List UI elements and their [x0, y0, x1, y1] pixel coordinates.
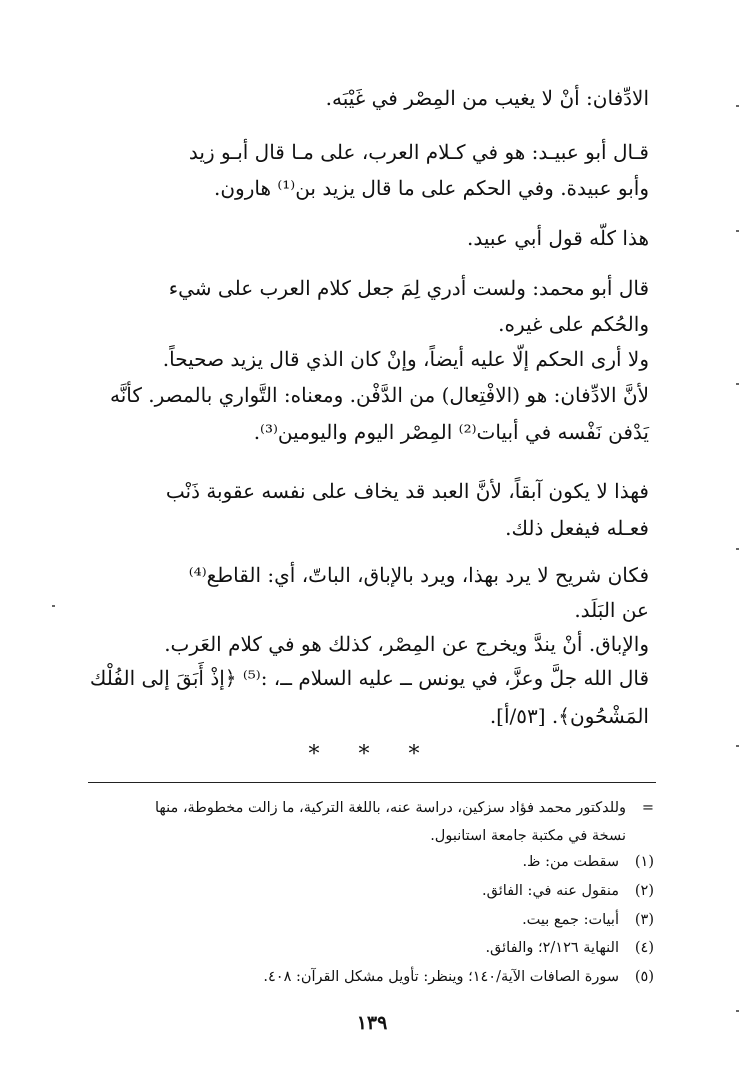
- section-separator: * * *: [308, 742, 436, 767]
- footnote-continuation-line: نسخة في مكتبة جامعة استانبول.: [430, 828, 626, 844]
- body-line: لأنَّ الادِّفان: هو (الافْتِعال) من الدَّفْن. ومعناه: التَّواري بالمصر. كأنَّه: [109, 383, 649, 407]
- body-line: الادِّفان: أنْ لا يغيب من المِصْر في غَيْبَه.: [325, 86, 649, 110]
- scan-speck: [736, 1010, 739, 1012]
- scan-speck: [736, 105, 739, 107]
- footnote-text: سقطت من: ظ.: [522, 854, 619, 870]
- body-line: قال الله جلَّ وعزَّ، في يونس ــ عليه السلام ــ، :⁽⁵⁾ ﴿إذْ أَبَقَ إلى الفُلْك: [89, 666, 649, 690]
- body-line: ولا أرى الحكم إلّا عليه أيضاً، وإنْ كان الذي قال يزيد صحيحاً.: [162, 347, 649, 371]
- body-line: هذا كلّه قول أبي عبيد.: [467, 226, 649, 250]
- scan-speck: [736, 383, 739, 385]
- body-line: المَشْحُون﴾. [٥٣/أ].: [489, 704, 649, 728]
- footnote-continuation-line: وللدكتور محمد فؤاد سزكين، دراسة عنه، باللغة التركية، ما زالت مخطوطة، منها: [155, 800, 626, 816]
- footnote-text: منقول عنه في: الفائق.: [482, 883, 619, 899]
- body-line: يَدْفن نَفْسه في أبيات⁽²⁾ المِصْر اليوم واليومين⁽³⁾.: [253, 420, 649, 444]
- body-line: والإباق. أنْ يندَّ ويخرج عن المِصْر، كذلك هو في كلام العَرب.: [164, 632, 649, 656]
- footnote-number: (٢): [634, 883, 654, 899]
- footnote-rule: [88, 782, 656, 783]
- body-line: والحُكم على غيره.: [498, 312, 649, 336]
- body-line: فكان شريح لا يرد بهذا، ويرد بالإباق، الباتّ، أي: القاطع⁽⁴⁾: [188, 563, 649, 587]
- body-line: قال أبو محمد: ولست أدري لِمَ جعل كلام العرب على شيء: [168, 276, 649, 300]
- body-line: عن البَلَد.: [574, 598, 649, 622]
- footnote-text: أبيات: جمع بيت.: [522, 912, 619, 928]
- footnote-text: النهاية ٢/١٢٦؛ والفائق.: [485, 940, 619, 956]
- scan-speck: [736, 230, 739, 232]
- footnote-number: (٤): [634, 940, 654, 956]
- scan-speck: [52, 605, 55, 607]
- body-line: وأبو عبيدة. وفي الحكم على ما قال يزيد بن⁽¹⁾ هارون.: [213, 176, 649, 200]
- page-number: ١٣٩: [356, 1012, 388, 1034]
- footnote-continuation-mark: =: [641, 800, 654, 816]
- footnote-number: (١): [634, 854, 654, 870]
- scan-speck: [736, 745, 739, 747]
- body-line: فعـله فيفعل ذلك.: [505, 516, 649, 540]
- footnote-text: سورة الصافات الآية/١٤٠؛ وينظر: تأويل مشكل القرآن: ٤٠٨.: [263, 969, 619, 985]
- body-line: قـال أبو عبيـد: هو في كـلام العرب، على مـا قال أبـو زيد: [188, 140, 649, 164]
- footnote-number: (٥): [634, 969, 654, 985]
- body-line: فهذا لا يكون آبقاً، لأنَّ العبد قد يخاف على نفسه عقوبة ذَنْب: [165, 479, 649, 503]
- scan-speck: [736, 548, 739, 550]
- footnote-number: (٣): [634, 912, 654, 928]
